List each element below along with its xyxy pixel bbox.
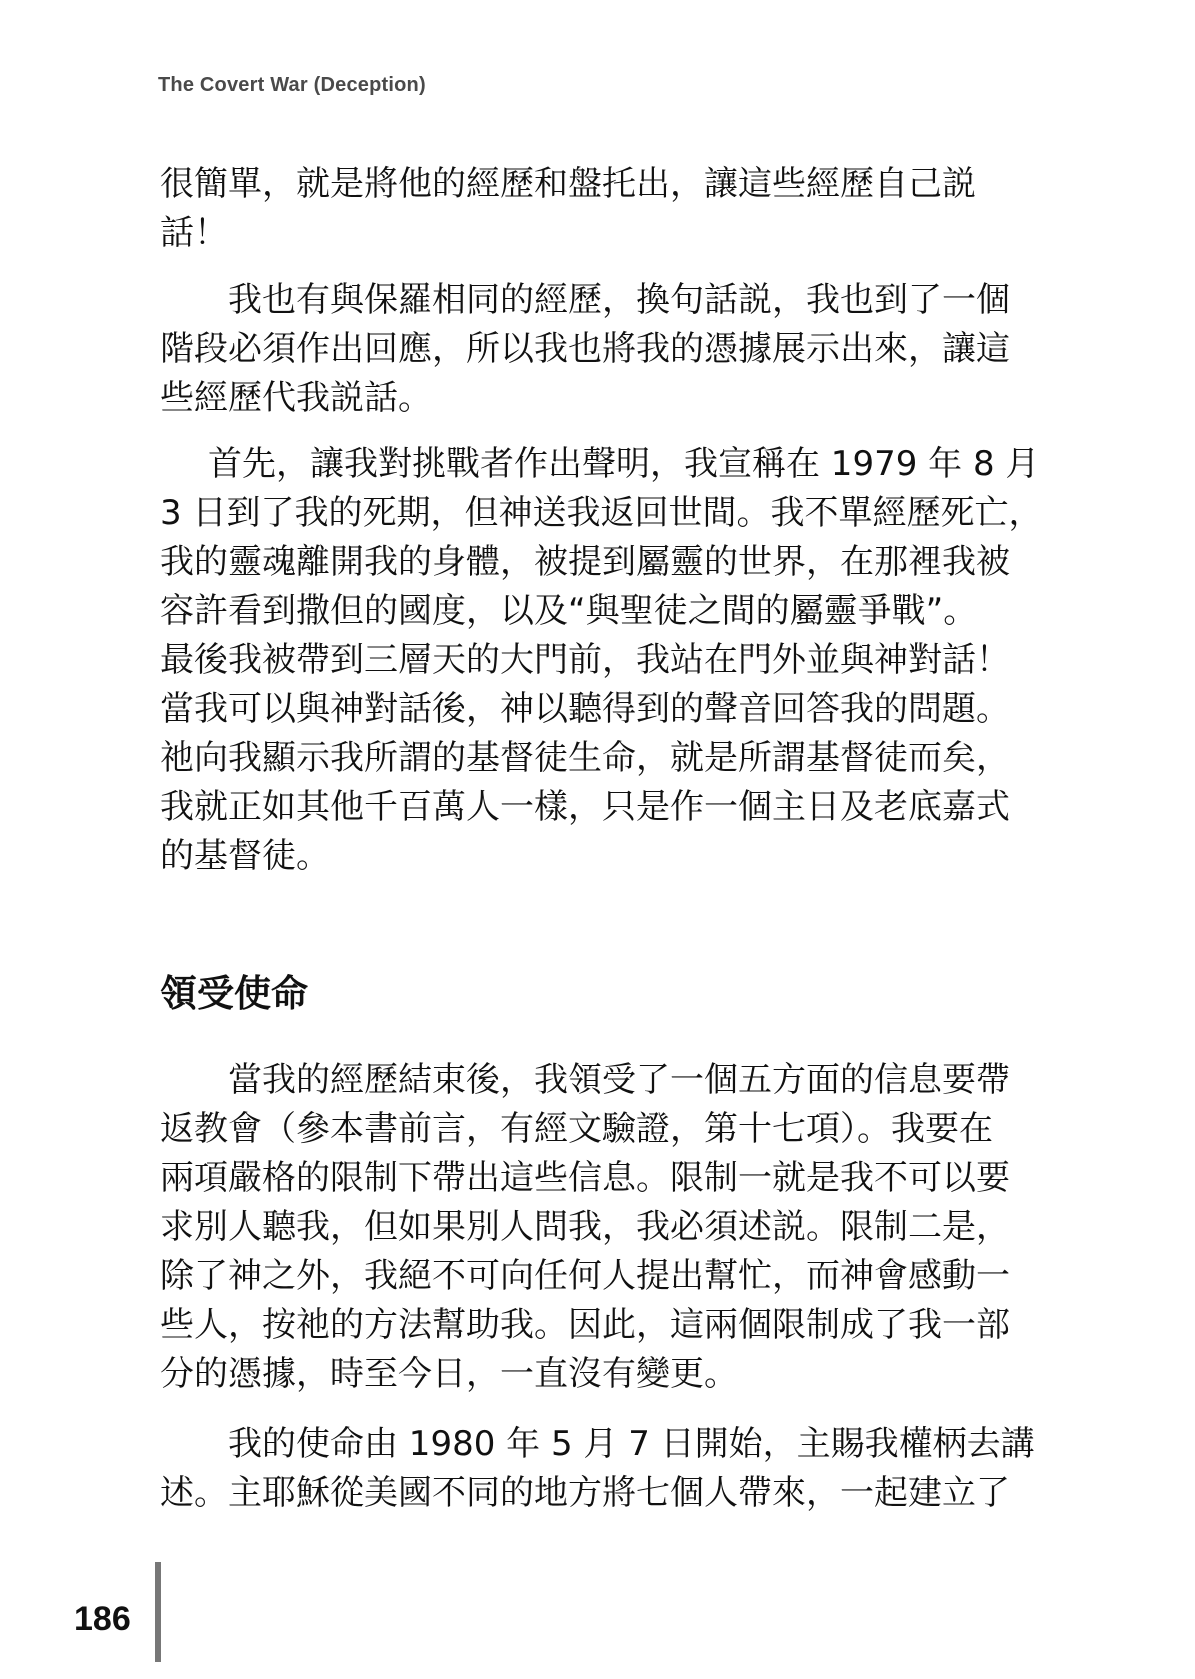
text-line: 除了神之外，我絕不可向任何人提出幫忙，而神會感動一 — [160, 1256, 1010, 1296]
paragraph-3 — [160, 440, 1043, 881]
running-head: The Covert War (Deception) — [158, 74, 426, 96]
text-line: 我的使命由 1980 年 5 月 7 日開始，主賜我權柄去講 — [228, 1424, 1035, 1464]
text-line: 求別人聽我，但如果別人問我，我必須述説。限制二是， — [160, 1207, 1010, 1247]
text-line: 當我可以與神對話後，神以聽得到的聲音回答我的問題。 — [160, 689, 1010, 729]
text-line: 階段必須作出回應，所以我也將我的憑據展示出來，讓這 — [160, 329, 1010, 369]
text-line: 我就正如其他千百萬人一樣，只是作一個主日及老底嘉式 — [160, 787, 1010, 827]
paragraph-4 — [160, 1056, 1010, 1399]
text-line: 我的靈魂離開我的身體，被提到屬靈的世界，在那裡我被 — [160, 542, 1010, 582]
text-line: 3 日到了我的死期，但神送我返回世間。我不單經歷死亡， — [160, 493, 1043, 533]
text-line: 返教會（參本書前言，有經文驗證，第十七項）。我要在 — [160, 1109, 993, 1149]
paragraph-5 — [160, 1420, 1035, 1518]
text-line: 些人，按祂的方法幫助我。因此，這兩個限制成了我一部 — [160, 1305, 1010, 1345]
text-line: 最後我被帶到三層天的大門前，我站在門外並與神對話！ — [160, 640, 1010, 680]
text-line: 話！ — [160, 213, 228, 253]
text-line: 首先，讓我對挑戰者作出聲明，我宣稱在 1979 年 8 月 — [208, 444, 1040, 484]
text-line: 些經歷代我説話。 — [160, 378, 432, 418]
page-number: 186 — [74, 1600, 131, 1638]
text-line: 當我的經歷結束後，我領受了一個五方面的信息要帶 — [228, 1060, 1010, 1100]
section-heading: 領受使命 — [160, 972, 308, 1015]
text-line: 分的憑據，時至今日，一直沒有變更。 — [160, 1354, 738, 1394]
folio-divider — [155, 1562, 161, 1662]
text-line: 的基督徒。 — [160, 836, 330, 876]
text-line: 很簡單，就是將他的經歷和盤托出，讓這些經歷自己説 — [160, 164, 976, 204]
text-line: 容許看到撒但的國度，以及“與聖徒之間的屬靈爭戰”。 — [160, 591, 978, 631]
paragraph-2 — [160, 276, 1010, 423]
text-line: 我也有與保羅相同的經歷，換句話説，我也到了一個 — [228, 280, 1010, 320]
text-line: 祂向我顯示我所謂的基督徒生命，就是所謂基督徒而矣， — [160, 738, 1010, 778]
paragraph-1 — [160, 160, 1010, 258]
text-line: 述。主耶穌從美國不同的地方將七個人帶來，一起建立了 — [160, 1473, 1010, 1513]
text-line: 兩項嚴格的限制下帶出這些信息。限制一就是我不可以要 — [160, 1158, 1010, 1198]
